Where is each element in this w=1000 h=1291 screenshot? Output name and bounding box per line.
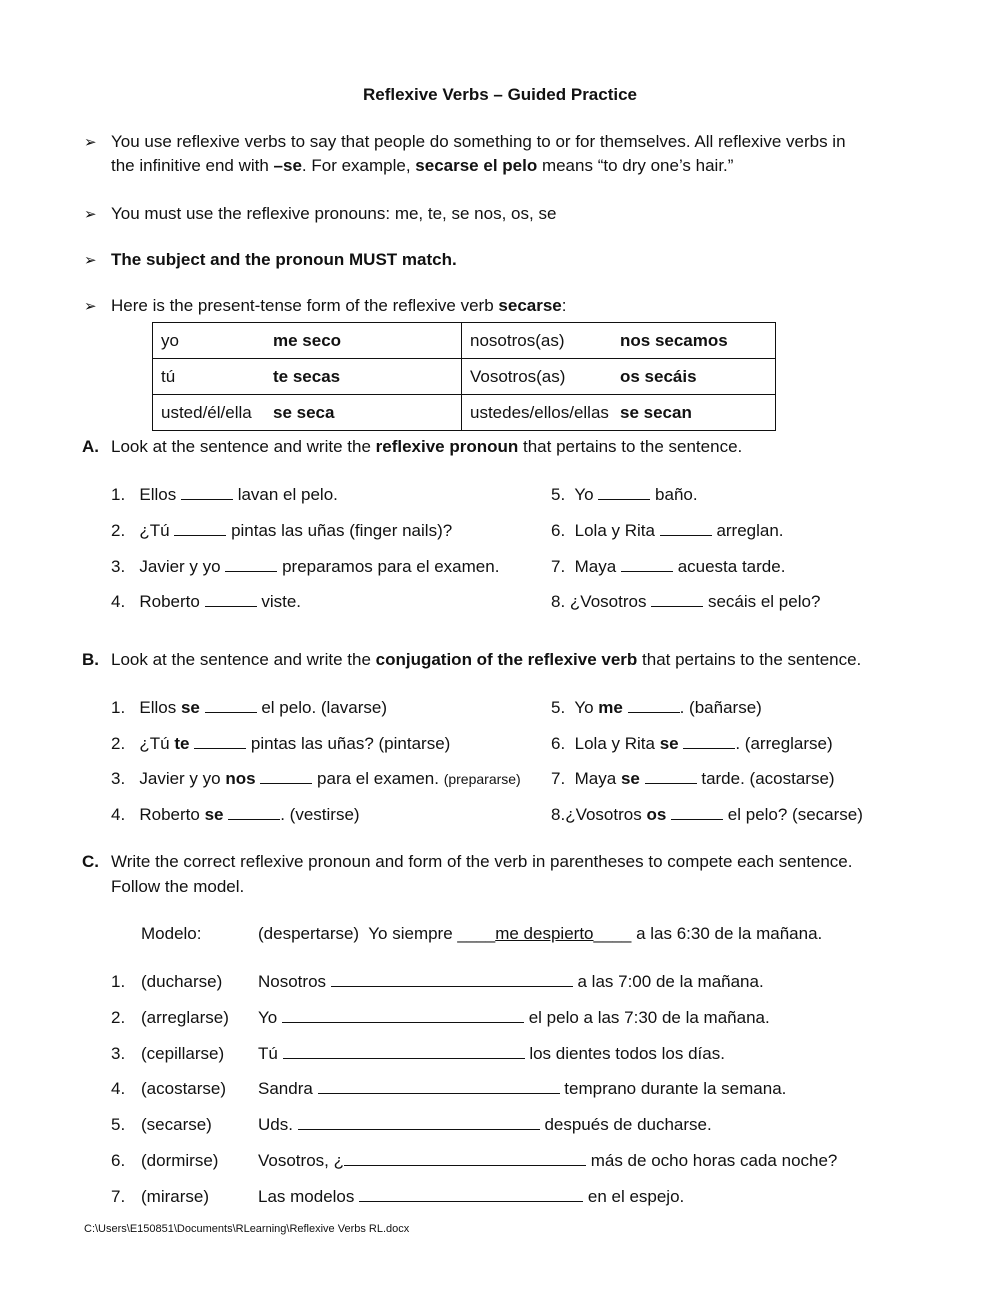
table-row (153, 359, 776, 395)
section-c-instruction-line-1: Write the correct reflexive pronoun and form of the verb in parentheses to compete each sentence. (111, 852, 853, 871)
model-label: Modelo: (141, 924, 202, 943)
list-item-verb: (acostarse) (141, 1079, 227, 1098)
answer-blank[interactable] (260, 768, 312, 784)
list-item-number: 2. (111, 1008, 126, 1027)
table-cell: usted/él/ella se seca (153, 395, 462, 431)
section-a-letter: A. (82, 437, 99, 456)
conjugation-table (152, 322, 776, 431)
list-item: Las modelos en el espejo. (258, 1187, 685, 1206)
answer-blank[interactable] (645, 768, 697, 784)
list-item: 5. Yo baño. (551, 485, 698, 504)
table-cell: ustedes/ellos/ellas se secan (462, 395, 776, 431)
list-item: 8. ¿Vosotros secáis el pelo? (551, 592, 821, 611)
answer-blank[interactable] (359, 1186, 583, 1202)
list-item-verb: (ducharse) (141, 972, 223, 991)
answer-blank[interactable] (181, 484, 233, 500)
bullet-arrow-icon: ➢ (84, 206, 97, 223)
list-item-verb: (mirarse) (141, 1187, 209, 1206)
bullet-arrow-icon: ➢ (84, 134, 97, 151)
list-item: 2. ¿Tú te pintas las uñas? (pintarse) (111, 734, 451, 753)
section-c-instruction-line-2: Follow the model. (111, 877, 245, 896)
bullet-arrow-icon: ➢ (84, 298, 97, 315)
list-item-verb: (cepillarse) (141, 1044, 225, 1063)
section-a-instruction: Look at the sentence and write the reflexive pronoun that pertains to the sentence. (111, 437, 743, 456)
table-cell: tú te secas (153, 359, 462, 395)
list-item: 6. Lola y Rita se . (arreglarse) (551, 734, 833, 753)
answer-blank[interactable] (318, 1078, 560, 1094)
list-item: 4. Roberto viste. (111, 592, 301, 611)
section-b-instruction: Look at the sentence and write the conjugation of the reflexive verb that pertains to the sentence. (111, 650, 862, 669)
answer-blank[interactable] (282, 1007, 524, 1023)
list-item: 7. Maya acuesta tarde. (551, 557, 786, 576)
table-cell: yo me seco (153, 323, 462, 359)
list-item: Tú los dientes todos los días. (258, 1044, 725, 1063)
answer-blank[interactable] (628, 697, 680, 713)
answer-blank[interactable] (671, 804, 723, 820)
answer-blank[interactable] (660, 520, 712, 536)
answer-blank[interactable] (205, 697, 257, 713)
list-item-verb: (secarse) (141, 1115, 212, 1134)
list-item-number: 3. (111, 1044, 126, 1063)
model-answer: me despierto (495, 924, 594, 943)
answer-blank[interactable] (205, 591, 257, 607)
answer-blank[interactable] (194, 733, 246, 749)
bullet-arrow-icon: ➢ (84, 252, 97, 269)
answer-blank[interactable] (298, 1114, 540, 1130)
file-path-footer: C:\Users\E150851\Documents\RLearning\Reflexive Verbs RL.docx (84, 1223, 410, 1235)
list-item: Sandra temprano durante la semana. (258, 1079, 787, 1098)
section-c-letter: C. (82, 852, 99, 871)
bullet-2: You must use the reflexive pronouns: me, te, se nos, os, se (111, 204, 557, 223)
list-item-verb: (dormirse) (141, 1151, 219, 1170)
answer-blank[interactable] (683, 733, 735, 749)
answer-blank[interactable] (651, 591, 703, 607)
answer-blank[interactable] (225, 556, 277, 572)
table-row (153, 395, 776, 431)
table-cell: nosotros(as) nos secamos (462, 323, 776, 359)
answer-blank[interactable] (331, 971, 573, 987)
list-item-number: 5. (111, 1115, 126, 1134)
model-sentence: (despertarse) Yo siempre ____me despierto____ a las 6:30 de la mañana. (258, 924, 823, 943)
list-item: Uds. después de ducharse. (258, 1115, 712, 1134)
list-item: 1. Ellos lavan el pelo. (111, 485, 338, 504)
answer-blank[interactable] (344, 1150, 586, 1166)
table-row (153, 323, 776, 359)
answer-blank[interactable] (174, 520, 226, 536)
bullet-3: The subject and the pronoun MUST match. (111, 250, 457, 269)
list-item: 3. Javier y yo nos para el examen. (prepararse) (111, 769, 521, 788)
list-item-number: 1. (111, 972, 126, 991)
list-item-number: 4. (111, 1079, 126, 1098)
bullet-1-line-2: the infinitive end with –se. For example, secarse el pelo means “to dry one’s hair.” (111, 156, 734, 175)
list-item: 6. Lola y Rita arreglan. (551, 521, 784, 540)
list-item: 1. Ellos se el pelo. (lavarse) (111, 698, 388, 717)
bullet-4: Here is the present-tense form of the reflexive verb secarse: (111, 296, 567, 315)
bullet-1-line-1: You use reflexive verbs to say that people do something to or for themselves. All reflexive verbs in (111, 132, 846, 151)
answer-blank[interactable] (228, 804, 280, 820)
table-cell: Vosotros(as) os secáis (462, 359, 776, 395)
page-title: Reflexive Verbs – Guided Practice (362, 85, 638, 104)
list-item: 8.¿Vosotros os el pelo? (secarse) (551, 805, 863, 824)
list-item: 7. Maya se tarde. (acostarse) (551, 769, 835, 788)
list-item-number: 7. (111, 1187, 126, 1206)
answer-blank[interactable] (621, 556, 673, 572)
answer-blank[interactable] (283, 1043, 525, 1059)
list-item: Nosotros a las 7:00 de la mañana. (258, 972, 764, 991)
list-item: Vosotros, ¿ más de ocho horas cada noche? (258, 1151, 838, 1170)
list-item-verb: (arreglarse) (141, 1008, 229, 1027)
section-b-letter: B. (82, 650, 99, 669)
list-item: 4. Roberto se . (vestirse) (111, 805, 360, 824)
list-item: Yo el pelo a las 7:30 de la mañana. (258, 1008, 770, 1027)
list-item: 2. ¿Tú pintas las uñas (finger nails)? (111, 521, 453, 540)
list-item-number: 6. (111, 1151, 126, 1170)
answer-blank[interactable] (598, 484, 650, 500)
list-item: 5. Yo me . (bañarse) (551, 698, 762, 717)
list-item: 3. Javier y yo preparamos para el examen. (111, 557, 500, 576)
